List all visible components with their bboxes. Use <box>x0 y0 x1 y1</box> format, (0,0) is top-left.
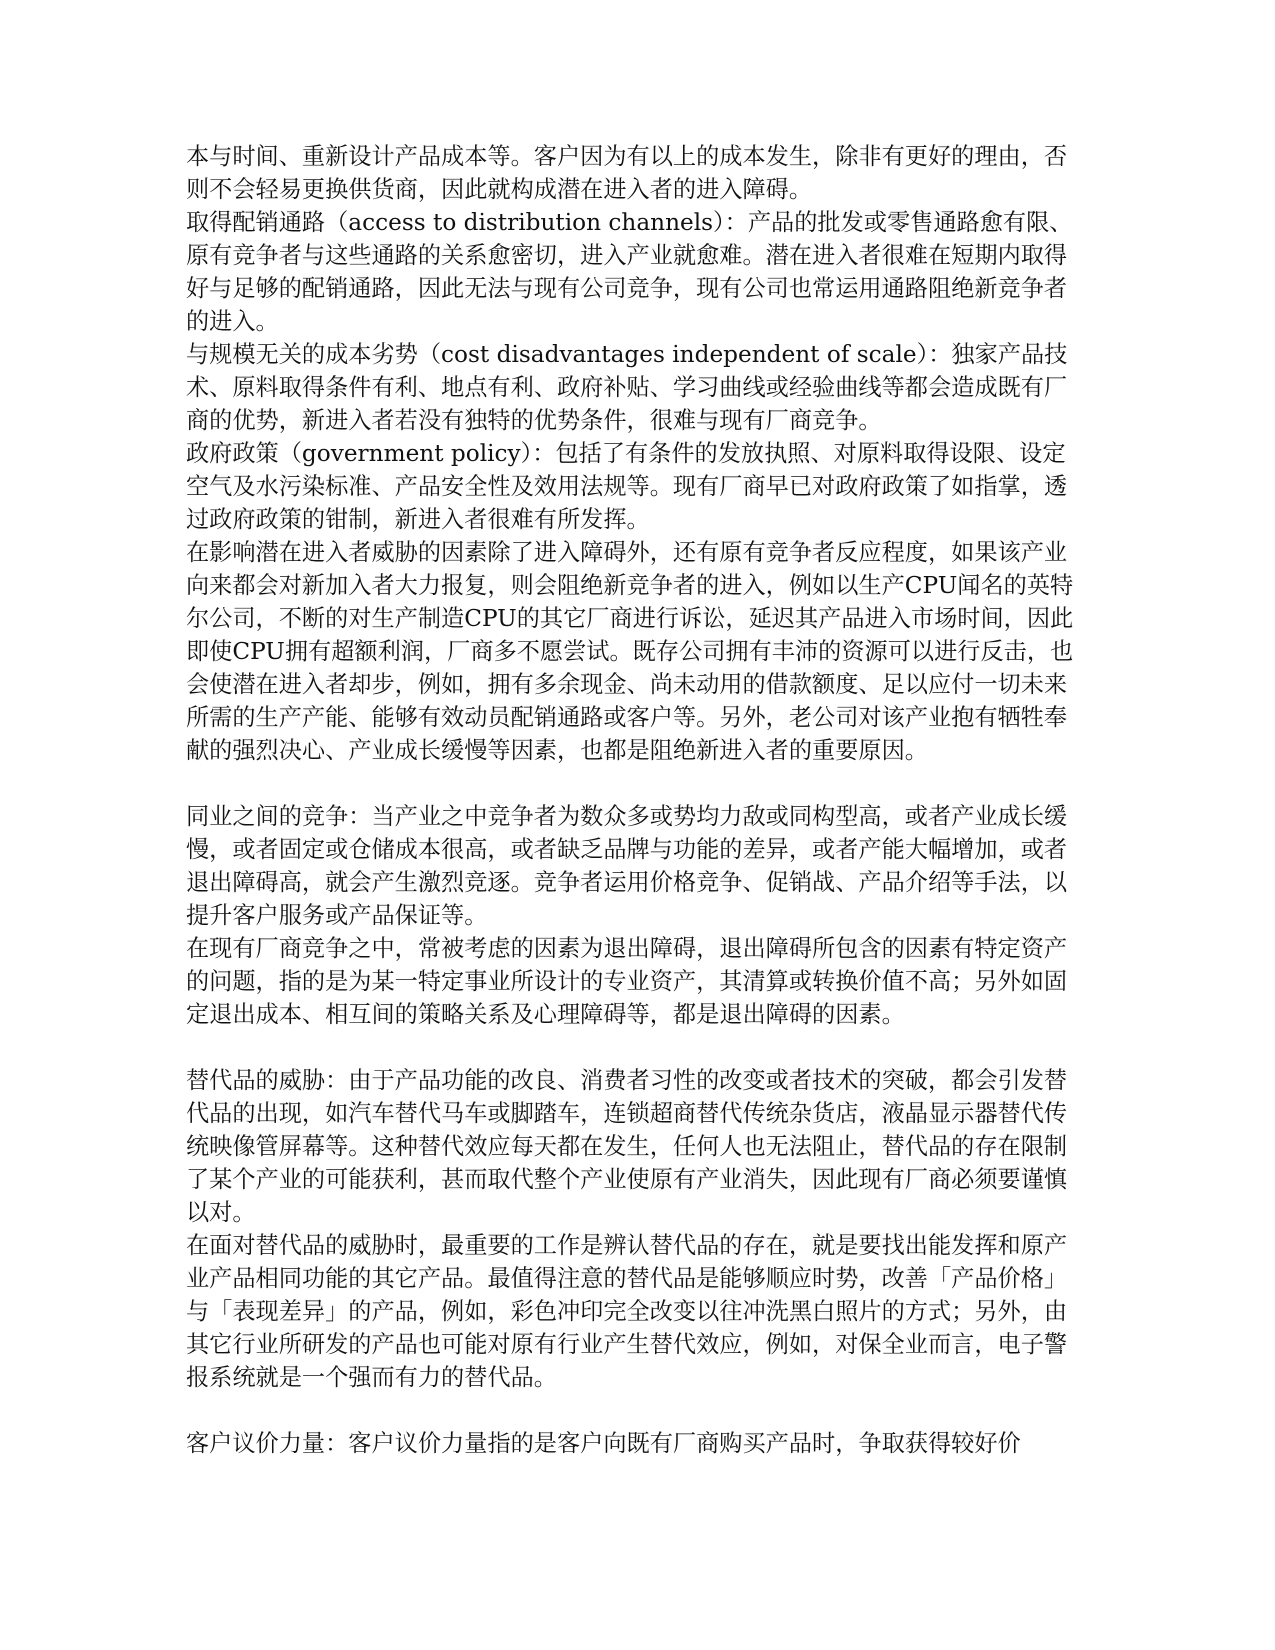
paragraph-government-policy: 政府政策（government policy）：包括了有条件的发放执照、对原料取得设限、设定空气及水污染标准、产品安全性及效用法规等。现有厂商早已对政府政策了如指掌，透过政府政策的钳制，新进入者很难有所发挥。 <box>186 440 1068 533</box>
paragraph-spacer <box>186 767 1076 800</box>
paragraph-substitutes-threat: 替代品的威胁：由于产品功能的改良、消费者习性的改变或者技术的突破，都会引发替代品的出现，如汽车替代马车或脚踏车，连锁超商替代传统杂货店，液晶显示器替代传统映像管屏幕等。这种替代效应每天都在发生，任何人也无法阻止，替代品的存在限制了某个产业的可能获利，甚而取代整个产业使原有产业消失，因此现有厂商必须要谨慎以对。 <box>186 1067 1068 1226</box>
document-body <box>186 140 1076 1460</box>
paragraph-identify-substitutes: 在面对替代品的威胁时，最重要的工作是辨认替代品的存在，就是要找出能发挥和原产业产品相同功能的其它产品。最值得注意的替代品是能够顺应时势，改善「产品价格」与「表现差异」的产品，例如，彩色冲印完全改变以往冲洗黑白照片的方式；另外，由其它行业所研发的产品也可能对原有行业产生替代效应，例如，对保全业而言，电子警报系统就是一个强而有力的替代品。 <box>186 1232 1068 1391</box>
paragraph-cost-disadvantages: 与规模无关的成本劣势（cost disadvantages independent of scale）：独家产品技术、原料取得条件有利、地点有利、政府补贴、学习曲线或经验曲线等都会造成既有厂商的优势，新进入者若没有独特的优势条件，很难与现有厂商竞争。 <box>186 341 1068 434</box>
paragraph-spacer <box>186 1394 1076 1427</box>
paragraph-exit-barriers: 在现有厂商竞争之中，常被考虑的因素为退出障碍，退出障碍所包含的因素有特定资产的问题，指的是为某一特定事业所设计的专业资产，其清算或转换价值不高；另外如固定退出成本、相互间的策略关系及心理障碍等，都是退出障碍的因素。 <box>186 935 1068 1028</box>
paragraph-switching-cost: 本与时间、重新设计产品成本等。客户因为有以上的成本发生，除非有更好的理由，否则不会轻易更换供货商，因此就构成潜在进入者的进入障碍。 <box>186 143 1068 203</box>
paragraph-industry-rivalry: 同业之间的竞争：当产业之中竞争者为数众多或势均力敌或同构型高，或者产业成长缓慢，或者固定或仓储成本很高，或者缺乏品牌与功能的差异，或者产能大幅增加，或者退出障碍高，就会产生激烈竞逐。竞争者运用价格竞争、促销战、产品介绍等手法，以提升客户服务或产品保证等。 <box>186 803 1068 929</box>
paragraph-distribution-channels: 取得配销通路（access to distribution channels）：产品的批发或零售通路愈有限、原有竞争者与这些通路的关系愈密切，进入产业就愈难。潜在进入者很难在短期内取得好与足够的配销通路，因此无法与现有公司竞争，现有公司也常运用通路阻绝新竞争者的进入。 <box>186 209 1073 335</box>
paragraph-incumbent-reaction: 在影响潜在进入者威胁的因素除了进入障碍外，还有原有竞争者反应程度，如果该产业向来都会对新加入者大力报复，则会阻绝新竞争者的进入，例如以生产CPU闻名的英特尔公司，不断的对生产制造CPU的其它厂商进行诉讼，延迟其产品进入市场时间，因此即使CPU拥有超额利润，厂商多不愿尝试。既存公司拥有丰沛的资源可以进行反击，也会使潜在进入者却步，例如，拥有多余现金、尚未动用的借款额度、足以应付一切未来所需的生产产能、能够有效动员配销通路或客户等。另外，老公司对该产业抱有牺牲奉献的强烈决心、产业成长缓慢等因素，也都是阻绝新进入者的重要原因。 <box>186 539 1074 764</box>
paragraph-spacer <box>186 1031 1076 1064</box>
paragraph-buyer-power: 客户议价力量：客户议价力量指的是客户向既有厂商购买产品时，争取获得较好价 <box>186 1430 1021 1457</box>
